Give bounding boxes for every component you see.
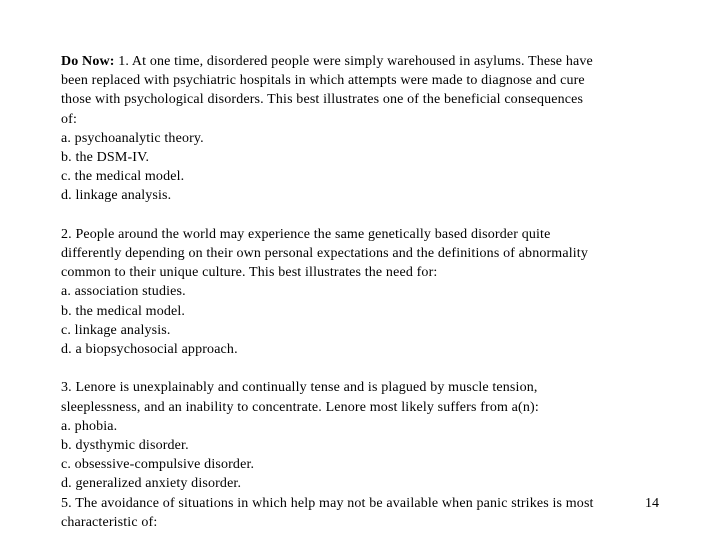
do-now-label: Do Now: [61,54,115,69]
question-2-line-1: 2. People around the world may experience the same genetically based disorder quite [61,226,551,242]
question-1-line-3: those with psychological disorders. This best illustrates one of the beneficial consequences [61,92,584,108]
question-5-line-2: characteristic of: [61,514,158,530]
spacer [61,359,661,378]
question-list [61,52,661,532]
question-2-option-a: a. association studies. [61,284,186,300]
page-number: 14 [645,496,659,511]
question-1-option-d: d. linkage analysis. [61,188,172,204]
question-1-option-b: b. the DSM-IV. [61,150,150,166]
question-3-line-1: 3. Lenore is unexplainably and continually tense and is plagued by muscle tension, [61,380,538,396]
question-5 [61,494,661,532]
question-1-line-1: Do Now: 1. At one time, disordered people were simply warehoused in asylums. These have [61,54,593,69]
question-3-line-2: sleeplessness, and an inability to concentrate. Lenore most likely suffers from a(n): [61,399,539,415]
question-1-option-a: a. psychoanalytic theory. [61,130,204,146]
question-3-option-c: c. obsessive-compulsive disorder. [61,457,255,473]
question-2 [61,225,661,359]
question-1-line-2: been replaced with psychiatric hospitals in which attempts were made to diagnose and cure [61,73,585,89]
question-1-option-c: c. the medical model. [61,169,185,185]
question-3-option-b: b. dysthymic disorder. [61,438,189,454]
question-2-line-2: differently depending on their own personal expectations and the definitions of abnormality [61,246,588,262]
question-2-option-b: b. the medical model. [61,303,186,319]
question-3-option-d: d. generalized anxiety disorder. [61,476,242,492]
question-5-line-1: 5. The avoidance of situations in which help may not be available when panic strikes is most [61,495,594,511]
question-2-option-c: c. linkage analysis. [61,322,171,338]
question-2-line-3: common to their unique culture. This best illustrates the need for: [61,265,438,281]
question-1 [61,52,661,206]
spacer [61,206,661,225]
question-1-line-4: of: [61,111,78,127]
question-3-option-a: a. phobia. [61,418,118,434]
question-2-option-d: d. a biopsychosocial approach. [61,342,238,358]
question-3 [61,378,661,493]
